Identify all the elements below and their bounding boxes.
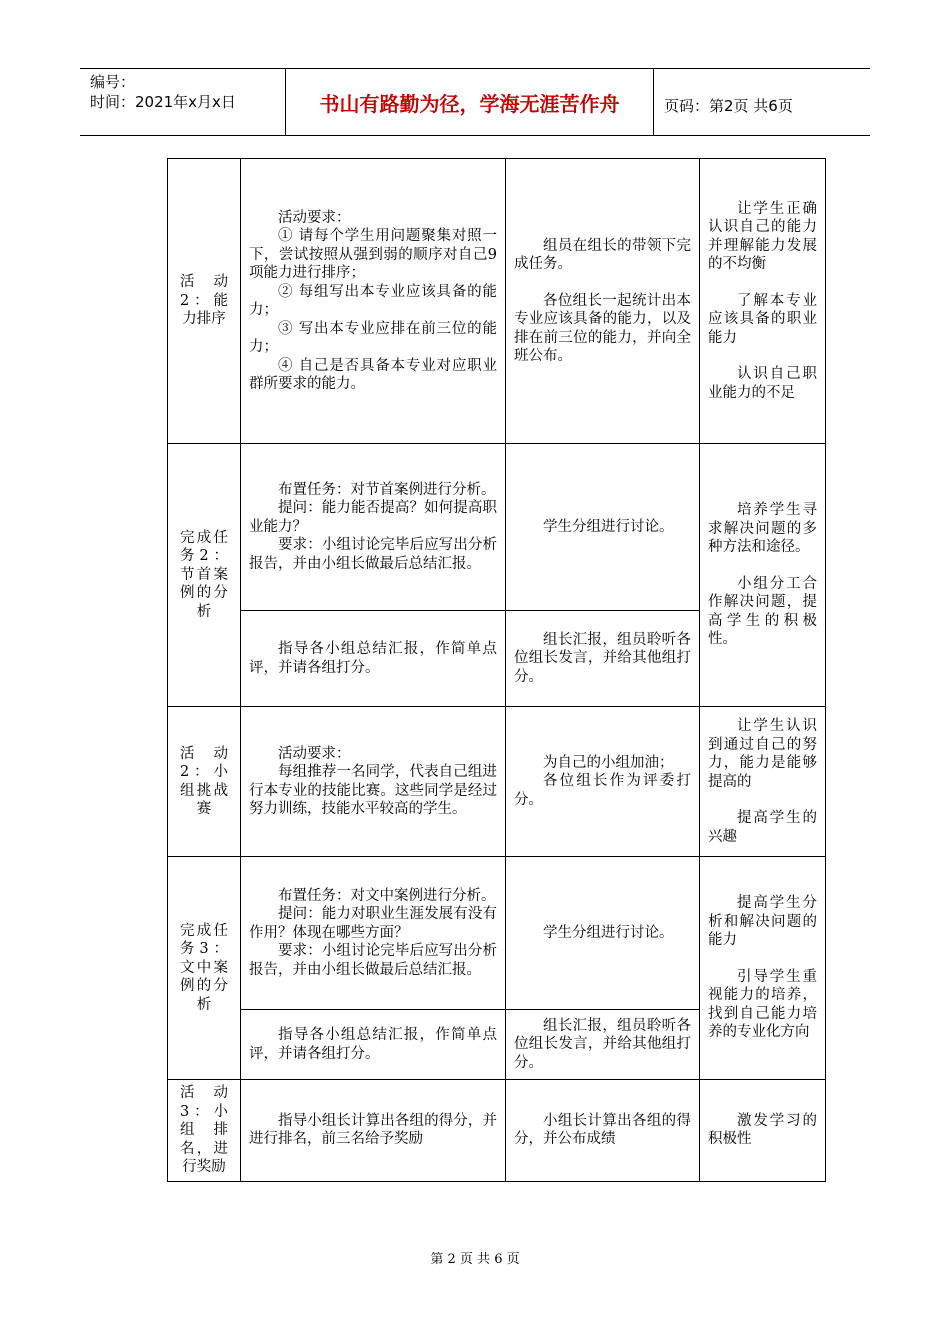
header-bottom-rule (80, 135, 870, 136)
teacher-activity-cell: 指导各小组总结汇报，作简单点评，并请各组打分。 (241, 611, 506, 707)
purpose-cell: 提高学生分析和解决问题的能力 引导学生重视能力的培养，找到自己能力培养的专业化方向 (700, 857, 826, 1080)
student-activity-cell: 组长汇报，组员聆听各位组长发言，并给其他组打分。 (506, 611, 700, 707)
student-activity-cell: 学生分组进行讨论。 (506, 444, 700, 611)
lesson-plan-table (167, 158, 826, 1182)
student-activity-cell: 组长汇报，组员聆听各位组长发言，并给其他组打分。 (506, 1010, 700, 1080)
purpose-cell: 让学生认识到通过自己的努力，能力是能够提高的 提高学生的兴趣 (700, 707, 826, 857)
teacher-activity-cell: 指导各小组总结汇报，作简单点评，并请各组打分。 (241, 1010, 506, 1080)
header-divider-right (653, 68, 654, 135)
purpose-cell: 培养学生寻求解决问题的多种方法和途径。 小组分工合作解决问题，提高学生的积极性。 (700, 444, 826, 707)
purpose-cell: 激发学习的积极性 (700, 1080, 826, 1182)
table-row (168, 857, 826, 1010)
document-time-label: 时间：2021年x月x日 (90, 93, 236, 111)
table-row (168, 444, 826, 611)
student-activity-cell: 组员在组长的带领下完成任务。 各位组长一起统计出本专业应该具备的能力，以及排在前三位的能力，并向全班公布。 (506, 159, 700, 444)
activity-name-cell: 活动2：能力排序 (168, 159, 241, 444)
table-row (168, 707, 826, 857)
teacher-activity-cell: 布置任务：对节首案例进行分析。 提问：能力能否提高？如何提高职业能力？ 要求：小组讨论完毕后应写出分析报告，并由小组长做最后总结汇报。 (241, 444, 506, 611)
teacher-activity-cell: 布置任务：对文中案例进行分析。 提问：能力对职业生涯发展有没有作用？体现在哪些方面？ 要求：小组讨论完毕后应写出分析报告，并由小组长做最后总结汇报。 (241, 857, 506, 1010)
document-number-label: 编号： (90, 73, 136, 91)
student-activity-cell: 为自己的小组加油； 各位组长作为评委打分。 (506, 707, 700, 857)
activity-name-cell: 活动3：小组排名，进行奖励 (168, 1080, 241, 1182)
table-row (168, 159, 826, 444)
header-top-rule (80, 68, 870, 69)
teacher-activity-cell: 活动要求： ① 请每个学生用问题聚集对照一下，尝试按照从强到弱的顺序对自己9项能力进行排序； ② 每组写出本专业应该具备的能力； ③ 写出本专业应排在前三位的能力； ④ 自己是否具备本专业对应职业群所要求的能力。 (241, 159, 506, 444)
page-footer: 第 2 页 共 6 页 (430, 1252, 520, 1267)
purpose-cell: 让学生正确认识自己的能力并理解能力发展的不均衡 了解本专业应该具备的职业能力 认识自己职业能力的不足 (700, 159, 826, 444)
page-number-label: 页码：第2页 共6页 (664, 97, 793, 115)
header-motto: 书山有路勤为径，学海无涯苦作舟 (319, 92, 620, 116)
teacher-activity-cell: 活动要求： 每组推荐一名同学，代表自己组进行本专业的技能比赛。这些同学是经过努力训练，技能水平较高的学生。 (241, 707, 506, 857)
student-activity-cell: 学生分组进行讨论。 (506, 857, 700, 1010)
activity-name-cell: 完成任务2：节首案例的分析 (168, 444, 241, 707)
activity-name-cell: 完成任务3：文中案例的分析 (168, 857, 241, 1080)
table-row (168, 1080, 826, 1182)
student-activity-cell: 小组长计算出各组的得分，并公布成绩 (506, 1080, 700, 1182)
activity-name-cell: 活动2：小组挑战赛 (168, 707, 241, 857)
teacher-activity-cell: 指导小组长计算出各组的得分，并进行排名，前三名给予奖励 (241, 1080, 506, 1182)
